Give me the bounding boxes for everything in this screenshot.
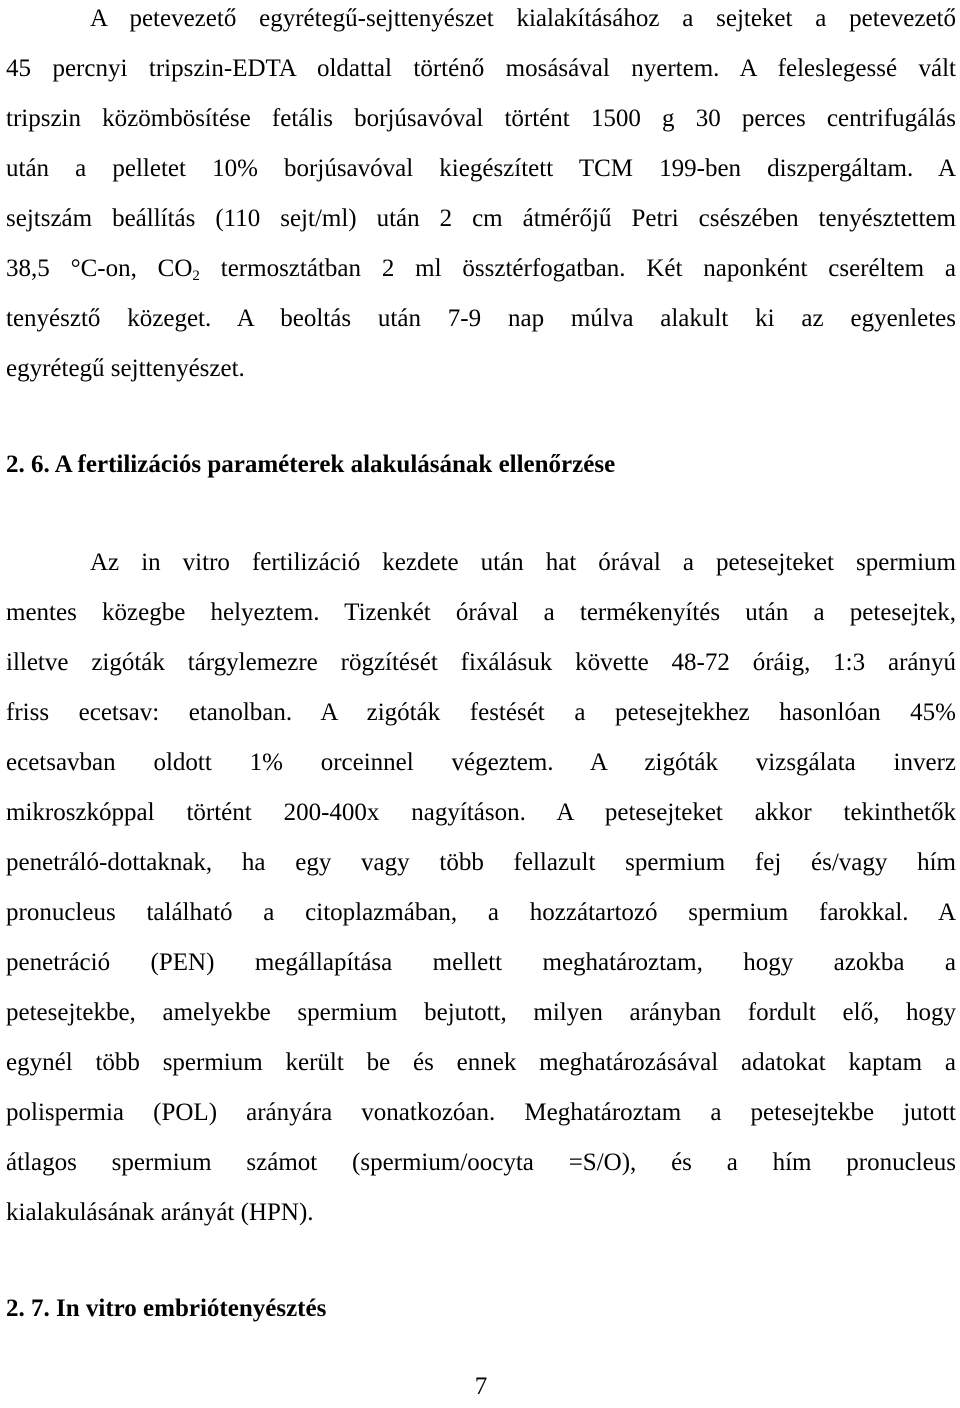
paragraph-fertilization: [6, 538, 956, 1238]
subscript: 2: [192, 268, 200, 284]
text-line: 45 percnyi tripszin-EDTA oldattal történő mosásával nyertem. A feleslegessé vált: [6, 55, 956, 82]
text-line: [6, 244, 956, 294]
text-line: mentes közegbe helyeztem. Tizenkét órával a termékenyítés után a petesejtek,: [6, 599, 956, 626]
text-fragment: 38,5 °C-on, CO: [6, 255, 193, 282]
page-number: 7: [474, 1373, 488, 1400]
section-heading: 2. 7. In vitro embriótenyésztés: [6, 1295, 327, 1322]
text-line: tenyésztő közeget. A beoltás után 7-9 nap múlva alakult ki az egyenletes: [6, 305, 956, 332]
text-line: átlagos spermium számot (spermium/oocyta =S/O), és a hím pronucleus: [6, 1149, 956, 1176]
text-line: mikroszkóppal történt 200-400x nagyításon. A petesejteket akkor tekinthetők: [6, 799, 956, 826]
text-line: ecetsavban oldott 1% orceinnel végeztem. A zigóták vizsgálata inverz: [6, 749, 956, 776]
text-line: penetráló-dottaknak, ha egy vagy több fellazult spermium fej és/vagy hím: [6, 849, 956, 876]
text-line: A petevezető egyrétegű-sejttenyészet kialakításához a sejteket a petevezető: [90, 5, 956, 32]
text-line: Az in vitro fertilizáció kezdete után hat órával a petesejteket spermium: [90, 549, 956, 576]
text-line: tripszin közömbösítése fetális borjúsavóval történt 1500 g 30 perces centrifugálás: [6, 105, 956, 132]
text-line: egyrétegű sejttenyészet.: [6, 355, 245, 382]
text-line: kialakulásának arányát (HPN).: [6, 1199, 314, 1226]
text-line: petesejtekbe, amelyekbe spermium bejutott, milyen arányban fordult elő, hogy: [6, 999, 956, 1026]
text-line: pronucleus található a citoplazmában, a hozzátartozó spermium farokkal. A: [6, 899, 956, 926]
text-line: egynél több spermium került be és ennek meghatározásával adatokat kaptam a: [6, 1049, 956, 1076]
text-line: sejtszám beállítás (110 sejt/ml) után 2 cm átmérőjű Petri csészében tenyésztettem: [6, 205, 956, 232]
text-line: penetráció (PEN) megállapítása mellett meghatároztam, hogy azokba a: [6, 949, 956, 976]
paragraph-cell-culture: [6, 0, 956, 394]
text-line: után a pelletet 10% borjúsavóval kiegészített TCM 199-ben diszpergáltam. A: [6, 155, 956, 182]
text-line: polispermia (POL) arányára vonatkozóan. Meghatároztam a petesejtekbe jutott: [6, 1099, 956, 1126]
text-line: friss ecetsav: etanolban. A zigóták festését a petesejtekhez hasonlóan 45%: [6, 699, 956, 726]
section-heading: 2. 6. A fertilizációs paraméterek alakulásának ellenőrzése: [6, 451, 616, 478]
text-fragment: termosztátban 2 ml össztérfogatban. Két naponként cseréltem a: [199, 255, 957, 282]
text-line: illetve zigóták tárgylemezre rögzítését fixálásuk követte 48-72 óráig, 1:3 arányú: [6, 649, 956, 676]
